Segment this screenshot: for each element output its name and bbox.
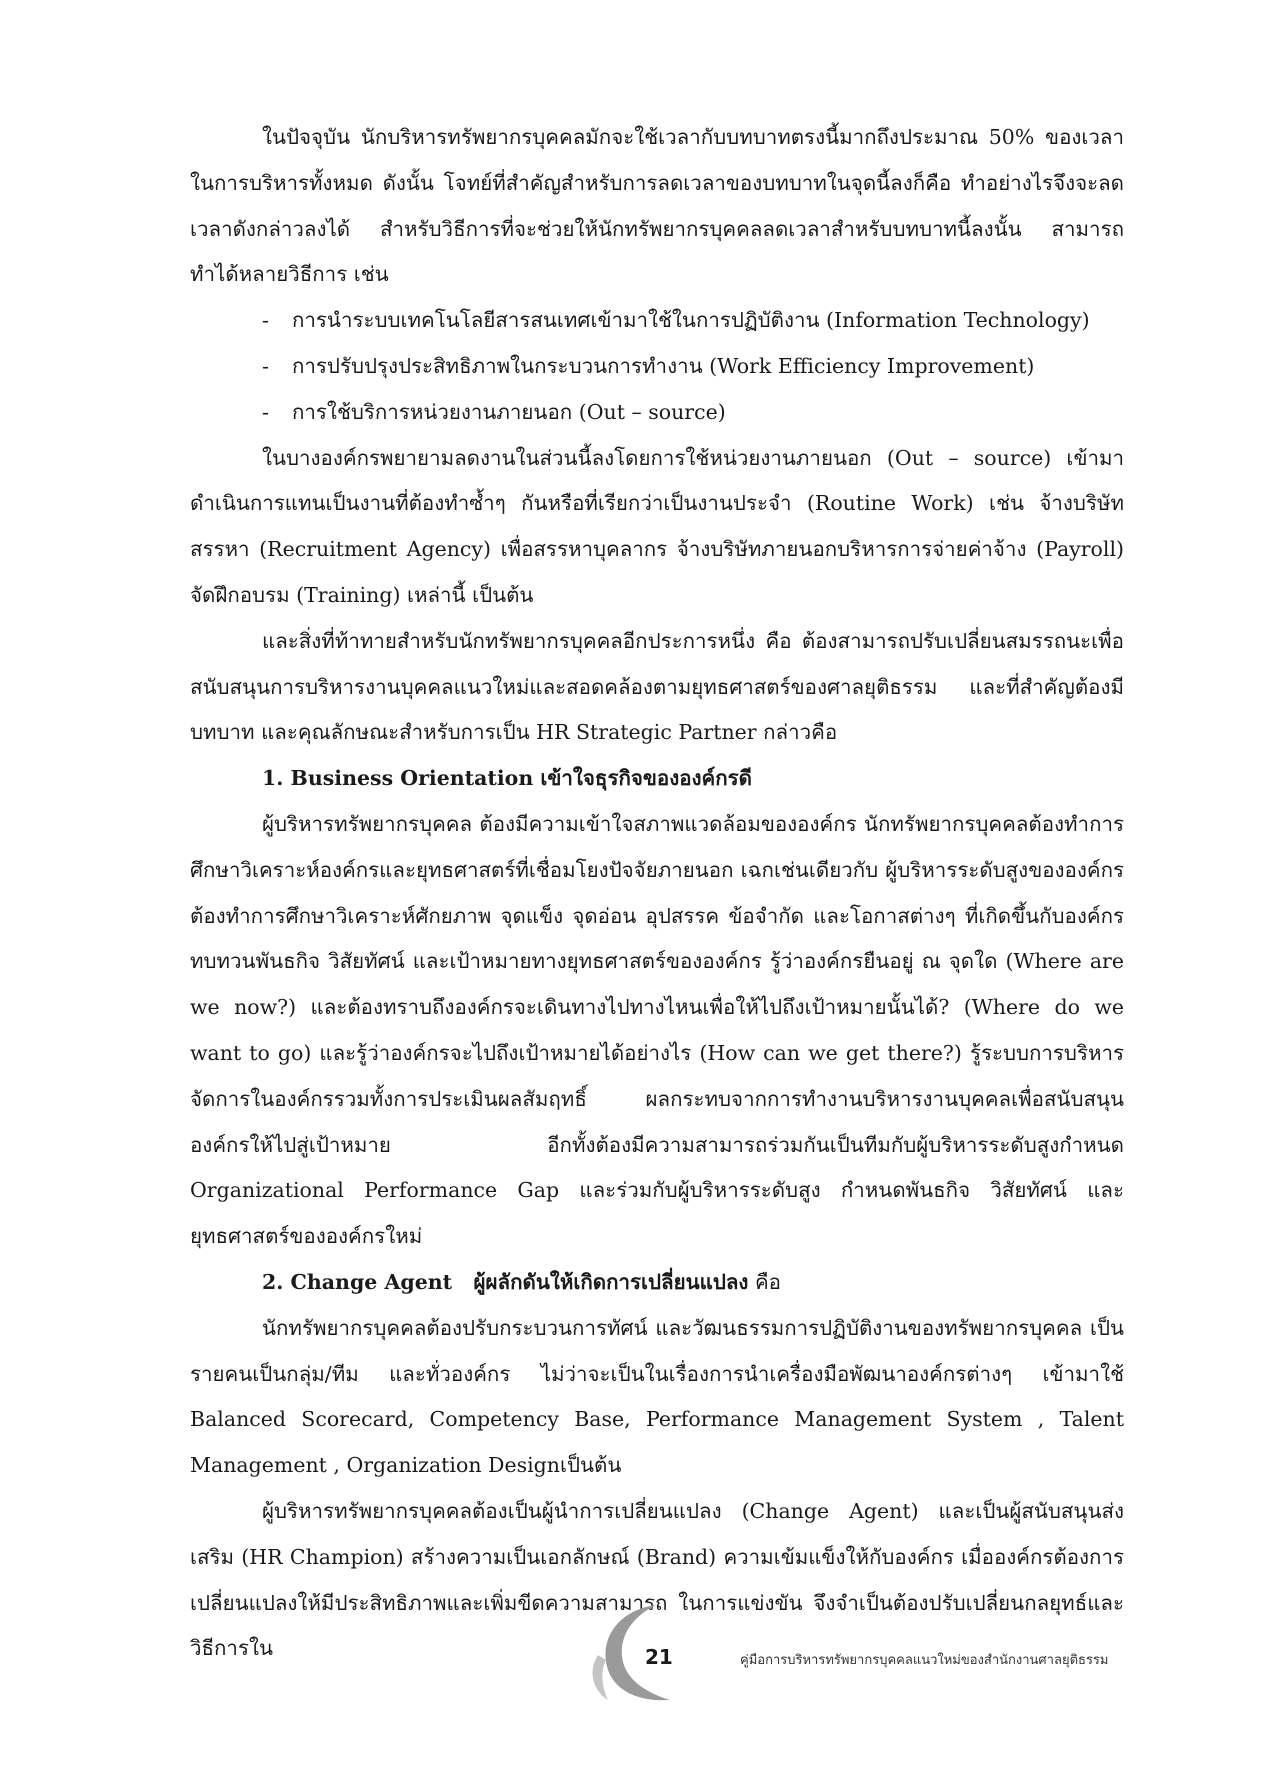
paragraph: นักทรัพยากรบุคคลต้องปรับกระบวนการทัศน์ และวัฒนธรรมการปฏิบัติงานของทรัพยากรบุคคล เป็นรายคนเป็นกลุ่ม/ทีม และทั่วองค์กร ไม่ว่าจะเป็นในเรื่องการนำเครื่องมือพัฒนาองค์กรต่างๆ เข้ามาใช้ Balanced Scorecard, Competency Base, Performance Management System , Talent Management , Organization Designเป็นต้น <box>190 1315 1124 1478</box>
paragraph: ในปัจจุบัน นักบริหารทรัพยากรบุคคลมักจะใช้เวลากับบทบาทตรงนี้มากถึงประมาณ 50% ของเวลาในการบริหารทั้งหมด ดังนั้น โจทย์ที่สำคัญสำหรับการลดเวลาของบทบาทในจุดนี้ลงก็คือ ทำอย่างไรจึงจะลดเวลาดังกล่าวลงได้ สำหรับวิธีการที่จะช่วยให้นักทรัพยากรบุคคลลดเวลาสำหรับบทบาทนี้ลงนั้น สามารถทำได้หลายวิธีการ เช่น <box>190 125 1124 287</box>
bullet-dash: - <box>262 308 269 333</box>
bullet-text: การนำระบบเทคโนโลยีสารสนเทศเข้ามาใช้ในการปฏิบัติงาน (Information Technology) <box>292 308 1090 333</box>
paragraph: และสิ่งที่ท้าทายสำหรับนักทรัพยากรบุคคลอีกประการหนึ่ง คือ ต้องสามารถปรับเปลี่ยนสมรรถนะเพื่อสนับสนุนการบริหารงานบุคคลแนวใหม่และสอดคล้องตามยุทธศาสตร์ของศาลยุติธรรม และที่สำคัญต้องมีบทบาท และคุณลักษณะสำหรับการเป็น HR Strategic Partner กล่าวคือ <box>190 628 1124 745</box>
paragraph: ผู้บริหารทรัพยากรบุคคลต้องเป็นผู้นำการเปลี่ยนแปลง (Change Agent) และเป็นผู้สนับสนุนส่งเสริม (HR Champion) สร้างความเป็นเอกลักษณ์ (Brand) ความเข้มแข็งให้กับองค์กร เมื่อองค์กรต้องการเปลี่ยนแปลงให้มีประสิทธิภาพและเพิ่มขีดความสามารถ ในการแข่งขัน จึงจำเป็นต้องปรับเปลี่ยนกลยุทธ์และวิธีการใน <box>190 1498 1124 1661</box>
list-item <box>190 298 1124 344</box>
bullet-text: การปรับปรุงประสิทธิภาพในกระบวนการทำงาน (Work Efficiency Improvement) <box>292 353 1035 378</box>
section-heading-business-orientation <box>190 756 1124 802</box>
page-number: 21 <box>645 1645 673 1669</box>
bullet-dash: - <box>262 399 269 424</box>
bullet-text: การใช้บริการหน่วยงานภายนอก (Out – source) <box>292 399 726 424</box>
paragraph: ในบางองค์กรพยายามลดงานในส่วนนี้ลงโดยการใช้หน่วยงานภายนอก (Out – source) เข้ามาดำเนินการแทนเป็นงานที่ต้องทำซ้ำๆ กันหรือที่เรียกว่าเป็นงานประจำ (Routine Work) เช่น จ้างบริษัทสรรหา (Recruitment Agency) เพื่อสรรหาบุคลากร จ้างบริษัทภายนอกบริหารการจ่ายค่าจ้าง (Payroll) จัดฝึกอบรม (Training) เหล่านี้ เป็นต้น <box>190 445 1124 607</box>
list-item <box>190 344 1124 390</box>
footer-title: คู่มือการบริหารทรัพยากรบุคคลแนวใหม่ของสำนักงานศาลยุติธรรม <box>740 1653 1109 1668</box>
section-heading-change-agent <box>190 1260 1124 1306</box>
heading-suffix: คือ <box>748 1269 781 1294</box>
heading-text: 2. Change Agent ผู้ผลักดันให้เกิดการเปลี่ยนแปลง <box>262 1269 749 1294</box>
paragraph: ผู้บริหารทรัพยากรบุคคล ต้องมีความเข้าใจสภาพแวดล้อมขององค์กร นักทรัพยากรบุคคลต้องทำการศึกษาวิเคราะห์องค์กรและยุทธศาสตร์ที่เชื่อมโยงปัจจัยภายนอก เฉกเช่นเดียวกับ ผู้บริหารระดับสูงขององค์กรต้องทำการศึกษาวิเคราะห์ศักยภาพ จุดแข็ง จุดอ่อน อุปสรรค ข้อจำกัด และโอกาสต่างๆ ที่เกิดขึ้นกับองค์กร ทบทวนพันธกิจ วิสัยทัศน์ และเป้าหมายทางยุทธศาสตร์ขององค์กร รู้ว่าองค์กรยืนอยู่ ณ จุดใด (Where are we now?) และต้องทราบถึงองค์กรจะเดินทางไปทางไหนเพื่อให้ไปถึงเป้าหมายนั้นได้? (Where do we want to go) และรู้ว่าองค์กรจะไปถึงเป้าหมายได้อย่างไร (How can we get there?) รู้ระบบการบริหารจัดการในองค์กรรวมทั้งการประเมินผลสัมฤทธิ์ ผลกระทบจากการทำงานบริหารงานบุคคลเพื่อสนับสนุนองค์กรให้ไปสู่เป้าหมาย อีกทั้งต้องมีความสามารถร่วมกันเป็นทีมกับผู้บริหารระดับสูงกำหนด Organizational Performance Gap และร่วมกับผู้บริหารระดับสูง กำหนดพันธกิจ วิสัยทัศน์ และยุทธศาสตร์ขององค์กรใหม่ <box>190 811 1124 1249</box>
bullet-dash: - <box>262 353 269 378</box>
document-page <box>190 115 1124 1672</box>
bullet-list <box>190 298 1124 435</box>
heading-text: 1. Business Orientation เข้าใจธุรกิจขององค์กรดี <box>262 766 752 791</box>
page-footer <box>560 1600 1160 1710</box>
list-item <box>190 390 1124 436</box>
